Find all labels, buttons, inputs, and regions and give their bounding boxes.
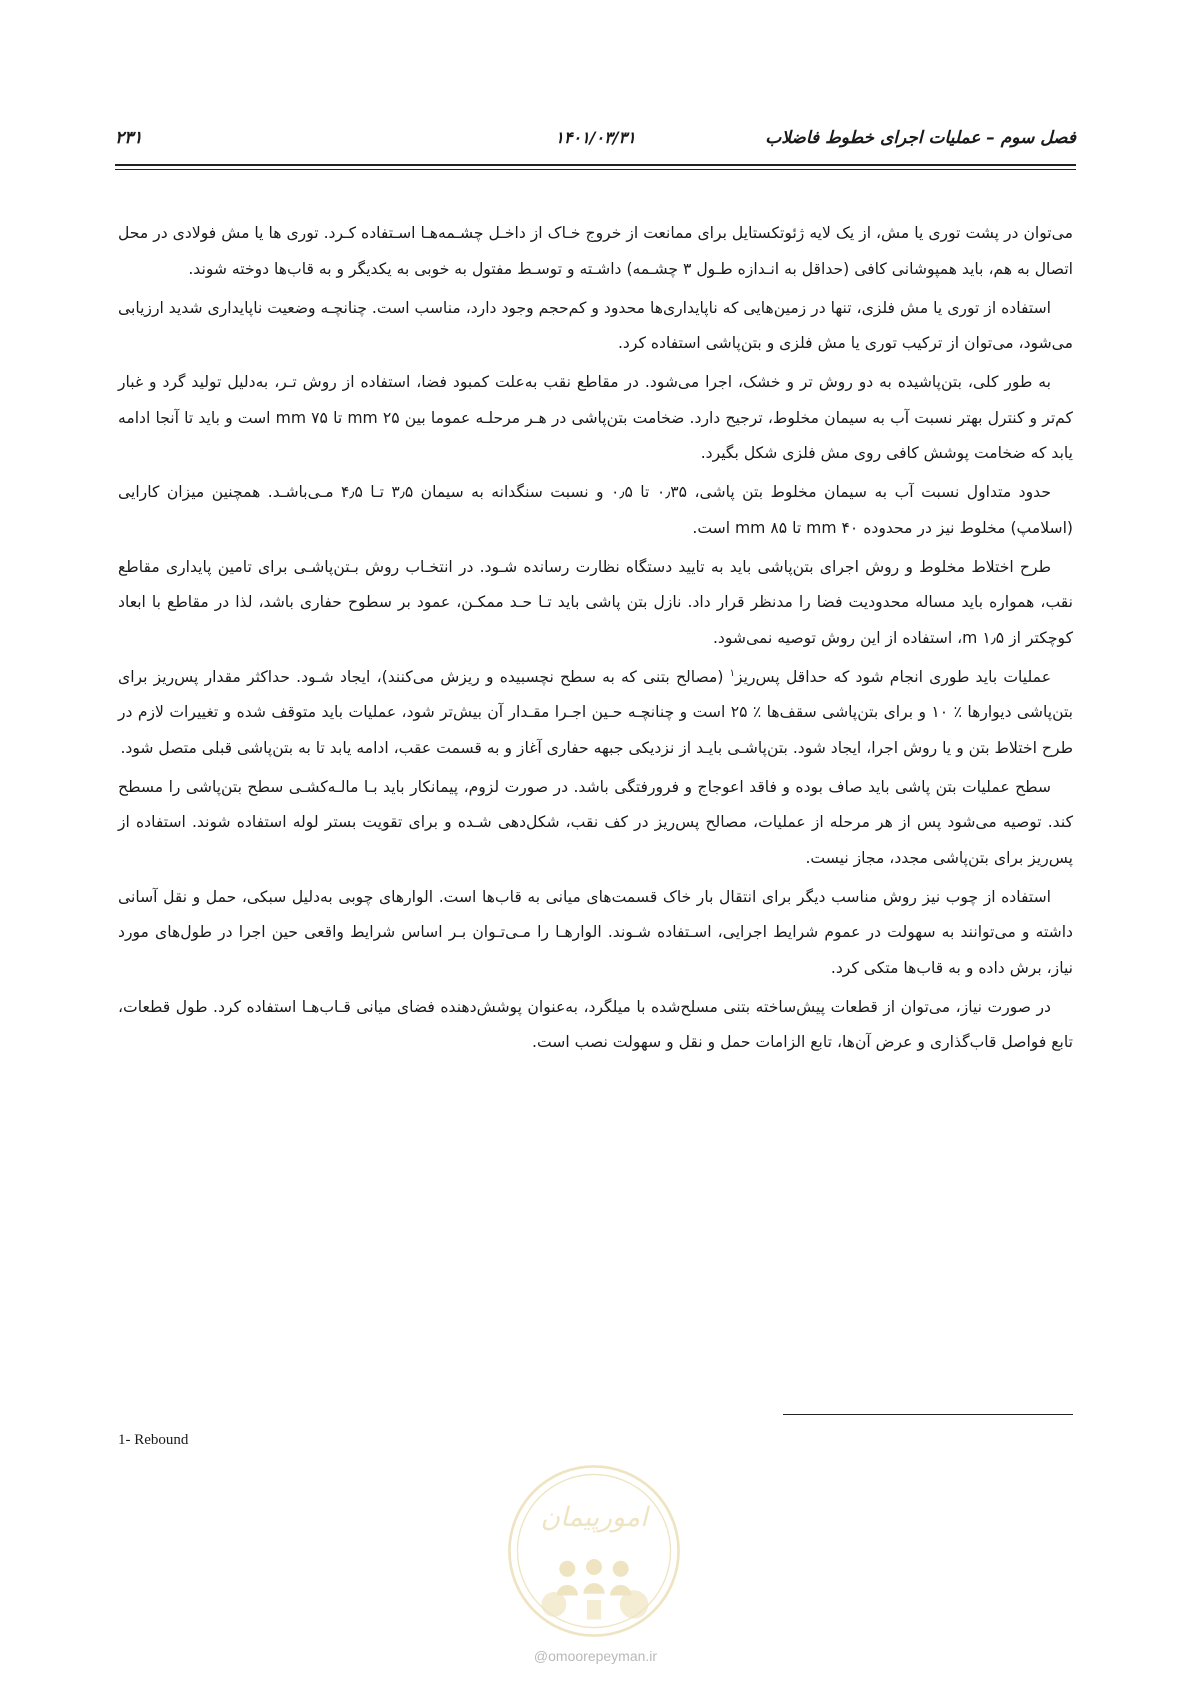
page-header [115,128,1076,162]
footnote: 1- Rebound [118,1432,189,1448]
watermark-url: @omoorepeyman.ir [533,1648,658,1664]
watermark-logo [505,1462,683,1640]
paragraph: به طور کلی، بتن‌پاشیده به دو روش تر و خشک، اجرا می‌شود. در مقاطع نقب به‌علت کمبود فضا، استفاده از روش تـر، به‌دلیل تولید گرد و غبار کم‌تر و کنترل بهتر نسبت آب به سیمان مخلوط، ترجیح دارد. ضخامت بتن‌پاشی در هـر مرحلـه عموما بین ۲۵ mm تا ۷۵ mm است و باید تا آنجا ادامه یابد که ضخامت پوشش کافی روی مش فلزی شکل بگیرد. [118,373,1073,462]
watermark-logo-text: امورپیمان [540,1502,648,1534]
paragraph: استفاده از توری یا مش فلزی، تنها در زمین‌هایی که ناپایداری‌ها محدود و کم‌حجم وجود دارد، مناسب است. چنانچـه وضعیت ناپایداری شدید ارزیابی می‌شود، می‌توان از ترکیب توری یا مش فلزی و بتن‌پاشی استفاده کرد. [118,298,1073,352]
paragraph-text: (مصالح بتنی که به سطح نچسبیده و ریزش می‌کنند)، ایجاد شـود. حداکثر مقدار پس‌ریز برای بتن‌پاشی دیوارها ٪ ۱۰ و برای بتن‌پاشی سقف‌ها ٪ ۲۵ است و چنانچـه حـین اجـرا مقـدار آن بیش‌تر شود، عملیات باید متوقف شده و تغییرات لازم در طرح اختلاط بتن و یا روش اجرا، ایجاد شود. بتن‌پاشـی بایـد از نزدیکی جبهه حفاری آغاز و به قسمت عقب، ادامه یابد تا به بتن‌پاشی قبلی متصل شود. [118,667,1073,757]
paragraph: حدود متداول نسبت آب به سیمان مخلوط بتن پاشی، ۰٫۳۵ تا ۰٫۵ و نسبت سنگدانه به سیمان ۳٫۵ تـا ۴٫۵ مـی‌باشـد. همچنین میزان کارایی (اسلامپ) مخلوط نیز در محدوده ۴۰ mm تا ۸۵ mm است. [118,483,1073,537]
paragraph: سطح عملیات بتن پاشی باید صاف بوده و فاقد اعوجاج و فرورفتگی باشد. در صورت لزوم، پیمانکار باید بـا مالـه‌کشـی سطح بتن‌پاشی را مسطح کند. توصیه می‌شود پس از هر مرحله از عملیات، مصالح پس‌ریز در کف نقب، شکل‌دهی شـده و برای تقویت بستر لوله استفاده شوند. استفاده از پس‌ریز برای بتن‌پاشی مجدد، مجاز نیست. [118,777,1073,867]
body-text [118,216,1073,1064]
header-rule [115,164,1076,166]
paragraph: می‌توان در پشت توری یا مش، از یک لایه ژئوتکستایل برای ممانعت از خروج خـاک از داخـل چشـمه‌هـا اسـتفاده کـرد. توری ها یا مش فولادی در محل اتصال به هم، باید همپوشانی کافی (حداقل به انـدازه طـول ۳ چشـمه) داشـته و توسـط مفتول به خوبی به یکدیگر و به قاب‌ها دوخته شوند. [118,224,1073,278]
footnote-rule [783,1414,1073,1415]
paragraph-text: عملیات باید طوری انجام شود که حداقل پس‌ریز [735,667,1051,686]
header-rule-thin [115,169,1076,170]
paragraph [118,660,1073,767]
footnote-reference[interactable]: ۱ [729,667,736,679]
paragraph: در صورت نیاز، می‌توان از قطعات پیش‌ساخته بتنی مسلح‌شده با میلگرد، به‌عنوان پوشش‌دهنده فضای میانی قـاب‌هـا استفاده کرد. طول قطعات، تابع فواصل قاب‌گذاری و عرض آن‌ها، تابع الزامات حمل و نقل و سهولت نصب است. [118,997,1073,1051]
page-number: ۲۳۱ [115,128,143,148]
paragraph: طرح اختلاط مخلوط و روش اجرای بتن‌پاشی باید به تایید دستگاه نظارت رسانده شـود. در انتخـاب روش بـتن‌پاشـی برای تامین پایداری مقاطع نقب، همواره باید مساله محدودیت فضا را مدنظر قرار داد. نازل بتن پاشی باید تـا حـد ممکـن، عمود بر سطوح حفاری باشد، لذا در مقاطع با ابعاد کوچکتر از ۱٫۵ m، استفاده از این روش توصیه نمی‌شود. [118,557,1073,647]
header-date: ۱۴۰۱/۰۳/۳۱ [555,128,636,147]
chapter-title: فصل سوم – عملیات اجرای خطوط فاضلاب [765,128,1076,148]
paragraph: استفاده از چوب نیز روش مناسب دیگر برای انتقال بار خاک قسمت‌های میانی به قاب‌ها است. الوارهای چوبی به‌دلیل سبکی، حمل و نقل آسانی داشته و می‌توانند به سهولت در عموم شرایط اجرایی، اسـتفاده شـوند. الوارهـا را مـی‌تـوان بـر اساس شرایط واقعی حین اجرا در طول‌های مورد نیاز، برش داده و به قاب‌ها متکی کرد. [118,887,1073,977]
